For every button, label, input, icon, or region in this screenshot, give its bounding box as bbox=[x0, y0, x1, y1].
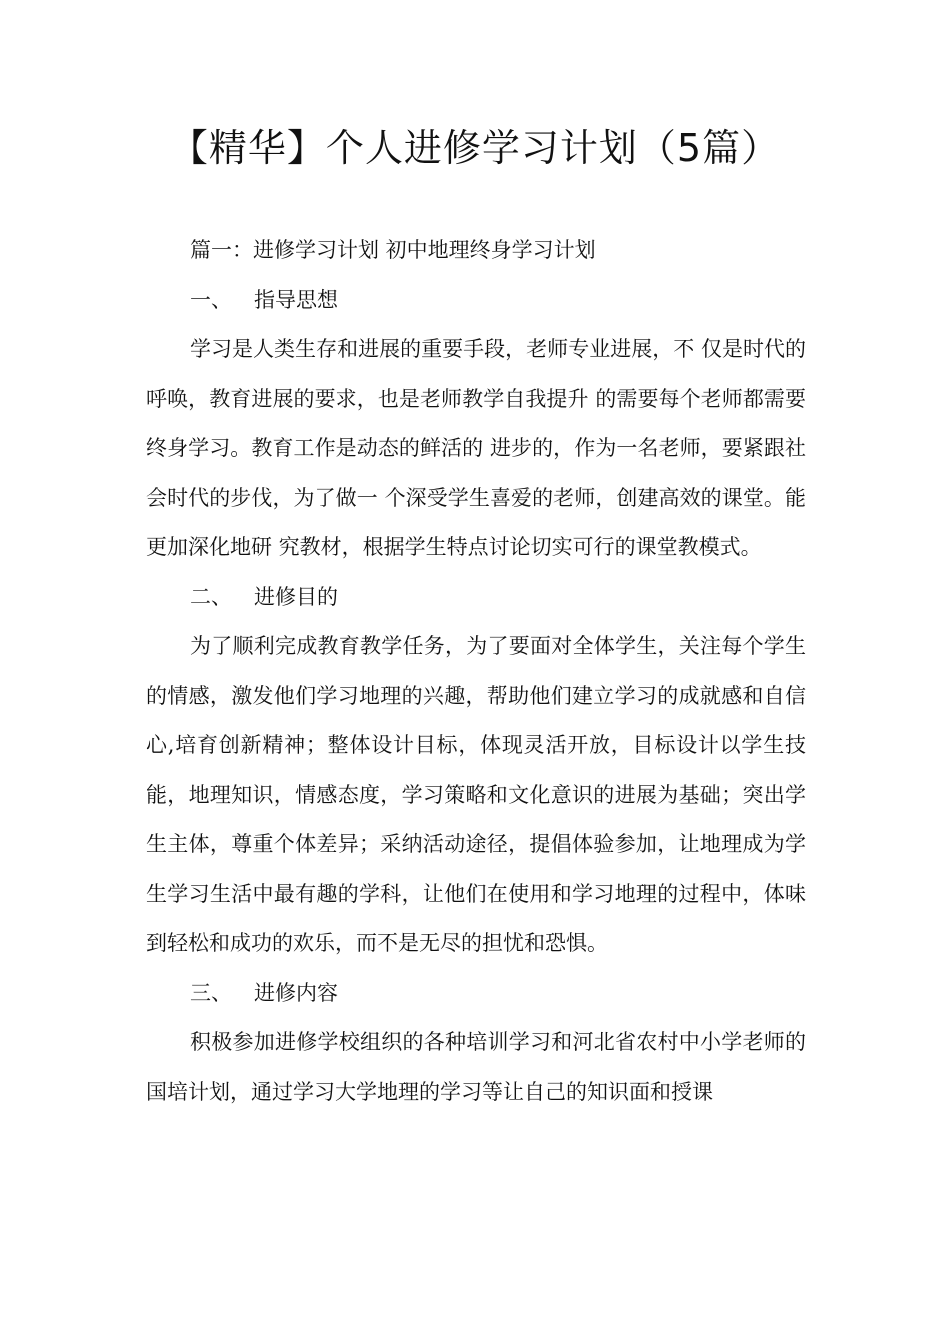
page-title: 【精华】个人进修学习计划（5篇） bbox=[169, 126, 781, 170]
section-title: 进修目的 bbox=[254, 584, 338, 609]
document-body bbox=[146, 226, 806, 1117]
section-heading-2 bbox=[146, 573, 806, 623]
section-heading-1 bbox=[146, 276, 806, 326]
section-paragraph-1: 学习是人类生存和进展的重要手段，老师专业进展，不 仅是时代的呼唤，教育进展的要求，也是老师教学自我提升 的需要每个老师都需要终身学习。教育工作是动态的鲜活的 进步的，作为一名老师，要紧跟社会时代的步伐，为了做一 个深受学生喜爱的老师，创建高效的课堂。能更加深化地研 究教材，根据学生特点讨论切实可行的课堂教模式。 bbox=[146, 337, 806, 559]
section-number: 二、 bbox=[190, 584, 232, 609]
section-paragraph-3: 积极参加进修学校组织的各种培训学习和河北省农村中小学老师的国培计划，通过学习大学地理的学习等让自己的知识面和授课 bbox=[146, 1030, 806, 1104]
section-title: 指导思想 bbox=[254, 287, 338, 312]
chapter-subtitle: 篇一：进修学习计划 初中地理终身学习计划 bbox=[190, 238, 596, 262]
section-heading-3 bbox=[146, 969, 806, 1019]
section-number: 一、 bbox=[190, 287, 232, 312]
section-title: 进修内容 bbox=[254, 980, 338, 1005]
section-number: 三、 bbox=[190, 980, 232, 1005]
section-paragraph-2: 为了顺利完成教育教学任务，为了要面对全体学生，关注每个学生的情感，激发他们学习地理的兴趣，帮助他们建立学习的成就感和自信心,培育创新精神；整体设计目标，体现灵活开放，目标设计以学生技能，地理知识，情感态度，学习策略和文化意识的进展为基础；突出学生主体，尊重个体差异；采纳活动途径，提倡体验参加，让地理成为学生学习生活中最有趣的学科，让他们在使用和学习地理的过程中，体味到轻松和成功的欢乐，而不是无尽的担忧和恐惧。 bbox=[146, 634, 806, 955]
